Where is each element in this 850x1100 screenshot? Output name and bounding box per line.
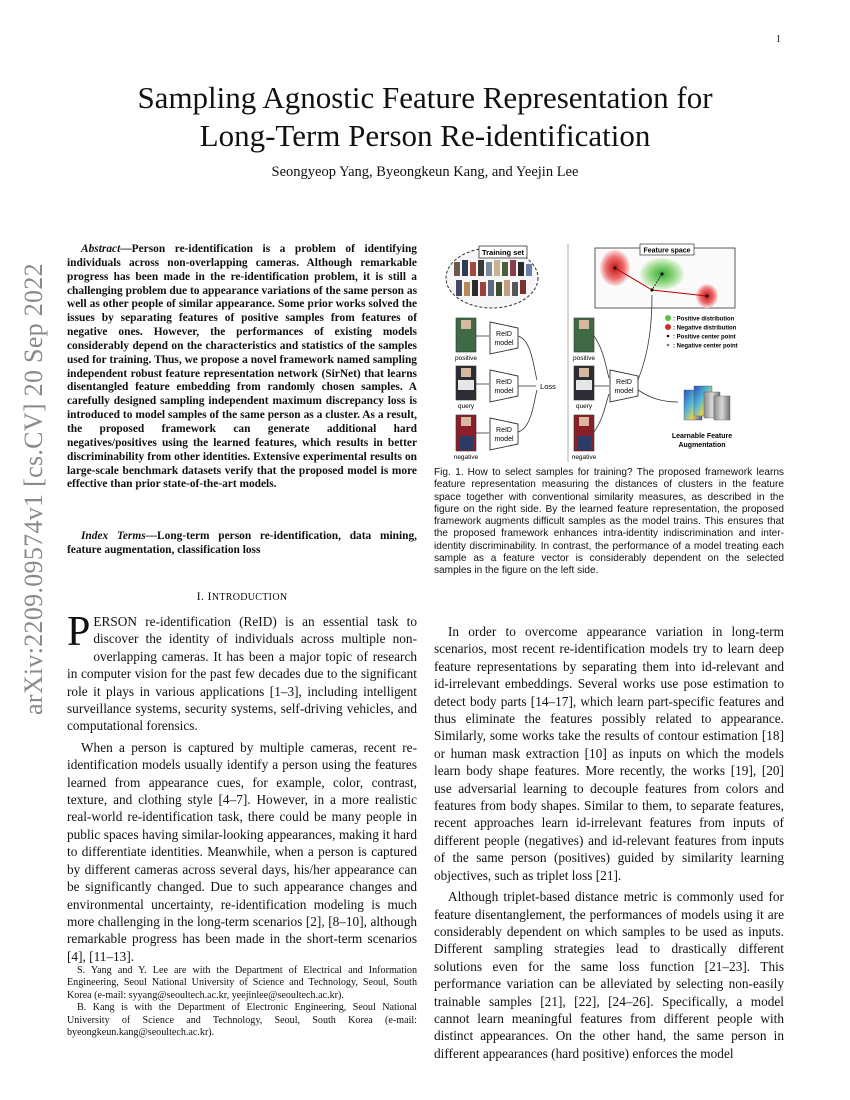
arxiv-stamp	[18, 263, 50, 715]
svg-text:ReID: ReID	[496, 427, 512, 434]
svg-text:model: model	[494, 388, 514, 395]
learnable-label-2: Augmentation	[678, 442, 726, 449]
reid-model-3	[490, 418, 518, 450]
left-positive-label: positive	[454, 355, 478, 362]
intro-paragraph-1	[67, 609, 417, 735]
right-arrows	[594, 295, 678, 432]
feature-augmentation-maps	[684, 386, 730, 420]
intro-paragraph-2: When a person is captured by multiple cameras, recent re-identification models usually identify a person using the features learned from appearance cues, for example, color, contrast, texture, and clothing style [4–7]. However, in a more realistic real-world re-identification task, there could be many people in public spaces having similar-looking appearances, making it hard to differentiate identities. Meanwhile, when a person is captured by different cameras across several days, his/her appearance can be significantly changed. Due to such appearance changes and environmental uncertainty, re-identification modeling is much more challenging in the long-term scenarios [2], [8–10], although remarkable progress has been made in the short-term scenarios [4], [11–13].	[67, 739, 417, 964]
legend-positive-center: : Positive center point	[673, 334, 736, 341]
section-title-rest: NTRODUCTION	[211, 592, 288, 603]
svg-text:model: model	[494, 340, 514, 347]
title-line-1: Sampling Agnostic Feature Representation for	[137, 80, 713, 115]
left-negative-label: negative	[453, 454, 479, 461]
left-query-label: query	[457, 403, 475, 410]
dropcap: P	[67, 609, 91, 655]
index-terms-label: Index Terms	[81, 530, 146, 542]
feature-space-label: Feature space	[643, 247, 691, 255]
figure-caption	[434, 467, 784, 578]
footnotes	[67, 965, 417, 1039]
footnote-2: B. Kang is with the Department of Electronic Engineering, Seoul National University of Science and Technology, Seoul, South Korea (e-mail: byeongkeun.kang@seoultech.ac.kr).	[67, 1002, 417, 1039]
left-positive-sample	[456, 318, 476, 352]
right-positive-sample	[574, 318, 594, 352]
caption-label: Fig. 1.	[434, 467, 464, 478]
caption-text: How to select samples for training? The proposed framework learns feature representation measuring the distances of clusters in the feature space together with conventional similarity measures, as described in the figure on the right side. By the learned feature representation, the proposed framework augments difficult samples as the model trains. This ensures that the proposed framework enhances intra-identity indiscrimination and inter-identity discriminability. In contrast, the performance of a model treating each sample as a feature vector is considerably dependent on the selected samples in the figure on the left side.	[434, 467, 784, 577]
right-negative-label: negative	[571, 454, 597, 461]
index-terms-text: —Long-term person re-identification, data mining, feature augmentation, classification loss	[67, 530, 417, 556]
title-line-2: Long-Term Person Re-identification	[199, 118, 651, 153]
left-query-sample	[456, 366, 476, 400]
right-negative-sample	[574, 415, 594, 451]
abstract	[67, 243, 417, 492]
intro-left-column	[67, 609, 417, 965]
index-terms	[67, 530, 417, 558]
paper-title	[64, 79, 786, 155]
right-query-sample	[574, 366, 594, 400]
page-number: 1	[776, 34, 781, 45]
footnote-1: S. Yang and Y. Lee are with the Department of Electrical and Information Engineering, Seoul National University of Science and Technology, Seoul, South Korea (e-mail: syyang@seoultech.ac.kr, yeejinlee@seoultech.ac.kr).	[67, 965, 417, 1001]
intro-paragraph-3: In order to overcome appearance variation in long-term scenarios, most recent re-identification models try to learn deep feature representations by separating them into id-relevant and id-irrelevant embeddings. Several works use pose estimation to detect body parts [14–17], which learn part-specific features and thus eliminate the features possibly related to appearance. Similarly, some works take the results of contour estimation [18] or human mask extraction [10] as inputs on which the models learn body shape features. More recently, the works [19], [20] use adversarial learning to decouple features from colors and features from body shapes. Similar to them, to separate features, recent approaches learn id-irrelevant features from inputs of different people (negatives) and id-relevant features from inputs of the same person (positives) guided by similarity learning objectives, such as triplet loss [21].	[434, 624, 784, 883]
svg-text:ReID: ReID	[616, 379, 632, 386]
feature-legend	[665, 315, 738, 350]
legend-negative-distribution: : Negative distribution	[673, 325, 737, 332]
svg-text:ReID: ReID	[496, 331, 512, 338]
loss-label: Loss	[540, 382, 556, 391]
authors: Seongyeop Yang, Byeongkeun Kang, and Yeejin Lee	[271, 164, 579, 180]
left-negative-sample	[456, 415, 476, 451]
section-title-first: I	[207, 589, 212, 603]
intro-paragraph-4: Although triplet-based distance metric is commonly used for feature disentanglement, the performances of models using it are considerably dependent on which samples to be used as inputs. Different sampling strategies lead to drastically different solutions even for the same loss function [21–23]. This performance variation can be alleviated by selecting non-easily trainable samples [21], [22], [24–26]. Specifically, a model cannot learn meaningful features from different people with distinct appearances. On the other hand, the same person in different appearances (hard positive) enforces the model	[434, 889, 784, 1061]
training-set-label: Training set	[481, 248, 525, 257]
intro-right-column	[434, 623, 784, 1062]
right-positive-label: positive	[572, 355, 596, 362]
section-numeral: I.	[196, 589, 205, 603]
reid-model-right	[610, 370, 638, 402]
intro-p1-text: ERSON re-identification (ReID) is an essential task to discover the identity of individuals across multiple non-overlapping cameras. It has been a major topic of research in computer vision for the past few decades due to the significant role it plays in various applications [1–3], including intelligent surveillance systems, security systems, self-driving vehicles, and computational forensics.	[67, 614, 417, 734]
abstract-text: —Person re-identification is a problem of identifying individuals across non-overlapping cameras. Although remarkable progress has been made in the re-identification problem, it is still a challenging problem due to appearance variations of the same person as well as other people of similar appearance. Some prior works solved the issues by separating features of positive samples from features of negative ones. However, the performances of existing models considerably depend on the characteristics and statistics of the samples used for training. Thus, we propose a novel framework named sampling independent robust feature representation network (SirNet) that learns disentangled feature embedding from randomly chosen samples. A carefully designed sampling independent maximum discrepancy loss is introduced to model samples of the same person as a cluster. As a result, the proposed framework can generate additional hard negatives/positives using the learned features, which results in better discriminability from other identities. Extensive experimental results on large-scale benchmark datasets verify that the proposed model is more effective than prior state-of-the-art models.	[67, 243, 417, 491]
section-heading	[67, 589, 417, 604]
reid-model-2	[490, 370, 518, 402]
figure-1	[440, 240, 785, 462]
svg-text:model: model	[614, 388, 634, 395]
legend-negative-center: : Negative center point	[673, 343, 738, 350]
reid-model-1	[490, 322, 518, 354]
abstract-label: Abstract	[81, 243, 121, 255]
svg-text:ReID: ReID	[496, 379, 512, 386]
right-query-label: query	[575, 403, 593, 410]
learnable-label-1: Learnable Feature	[671, 433, 733, 440]
arxiv-stamp-text: arXiv:2209.09574v1 [cs.CV] 20 Sep 2022	[19, 263, 48, 715]
svg-text:model: model	[494, 436, 514, 443]
legend-positive-distribution: : Positive distribution	[673, 316, 735, 323]
